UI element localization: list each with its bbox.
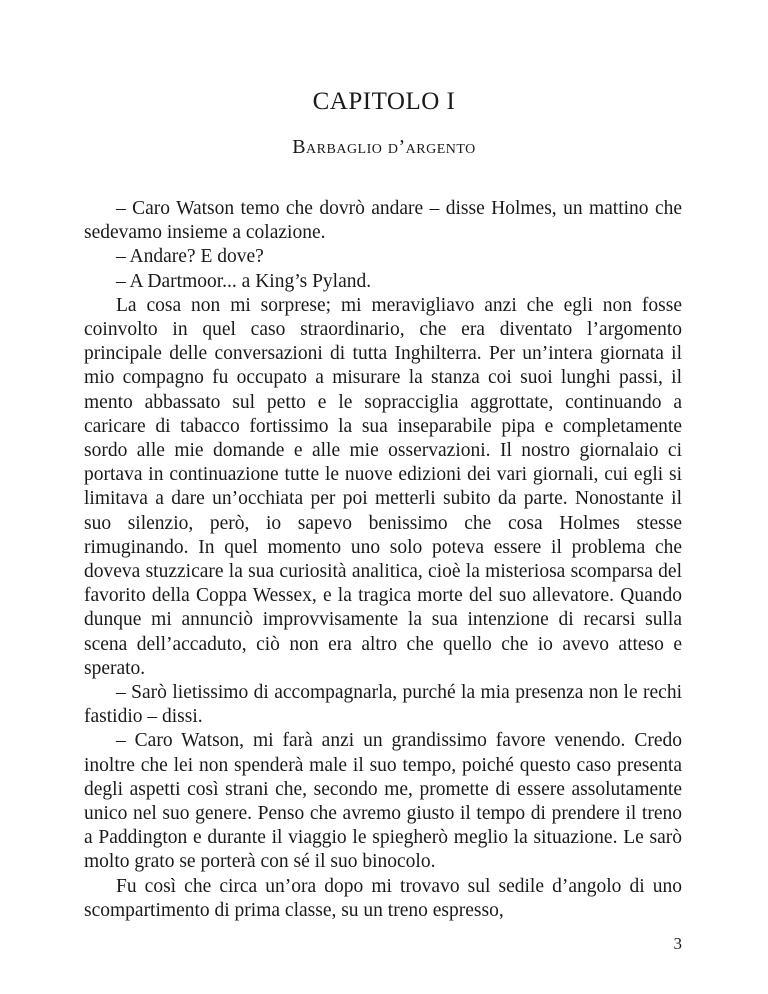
page-number: 3 <box>673 934 682 953</box>
paragraph: – A Dartmoor... a King’s Pyland. <box>116 270 372 292</box>
chapter-heading: CAPITOLO I <box>312 88 456 115</box>
body-text <box>84 197 682 923</box>
chapter-title: Barbaglio d’argento <box>292 136 476 158</box>
paragraph: La cosa non mi sorprese; mi meravigliavo anzi che egli non fosse coinvolto in quel caso straordinario, che era diventato l’argomento principale delle conversazioni di tutta Inghilterra. Per un’intera giornata il mio compagno fu occupato a misurare la stanza coi suoi lunghi passi, il mento abbassato sul petto e le sopracciglia aggrottate, continuando a caricare di tabacco fortissimo la sua inseparabile pipa e completamente sordo alle mie domande e alle mie osservazioni. Il nostro giornalaio ci portava in continuazione tutte le nuove edizioni dei vari giornali, cui egli si limitava a dare un’occhiata per poi metterli subito da parte. Nonostante il suo silenzio, però, io sapevo benissimo che cosa Holmes stesse rimuginando. In quel momento uno solo poteva essere il problema che doveva stuzzicare la sua curiosità analitica, cioè la misteriosa scomparsa del favorito della Coppa Wessex, e la tragica morte del suo allevatore. Quando dunque mi annunciò improvvisamente la sua intenzione di recarsi sulla scena dell’accaduto, ciò non era altro che quello che io avevo atteso e sperato. <box>84 294 682 679</box>
paragraph: – Caro Watson, mi farà anzi un grandissimo favore venendo. Credo inoltre che lei non spenderà male il suo tempo, poiché questo caso presenta degli aspetti così strani che, secondo me, promette di essere assolutamente unico nel suo genere. Penso che avremo giusto il tempo di prendere il treno a Paddington e durante il viaggio le spiegherò meglio la situazione. Le sarò molto grato se porterà con sé il suo binocolo. <box>84 730 682 873</box>
paragraph: – Caro Watson temo che dovrò andare – disse Holmes, un mattino che sedevamo insieme a colazione. <box>84 198 682 244</box>
paragraph: Fu così che circa un’ora dopo mi trovavo sul sedile d’angolo di uno scompartimento di prima classe, su un treno espresso, <box>84 875 682 921</box>
paragraph: – Sarò lietissimo di accompagnarla, purché la mia presenza non le rechi fastidio – dissi. <box>84 682 682 728</box>
paragraph: – Andare? E dove? <box>116 246 264 268</box>
